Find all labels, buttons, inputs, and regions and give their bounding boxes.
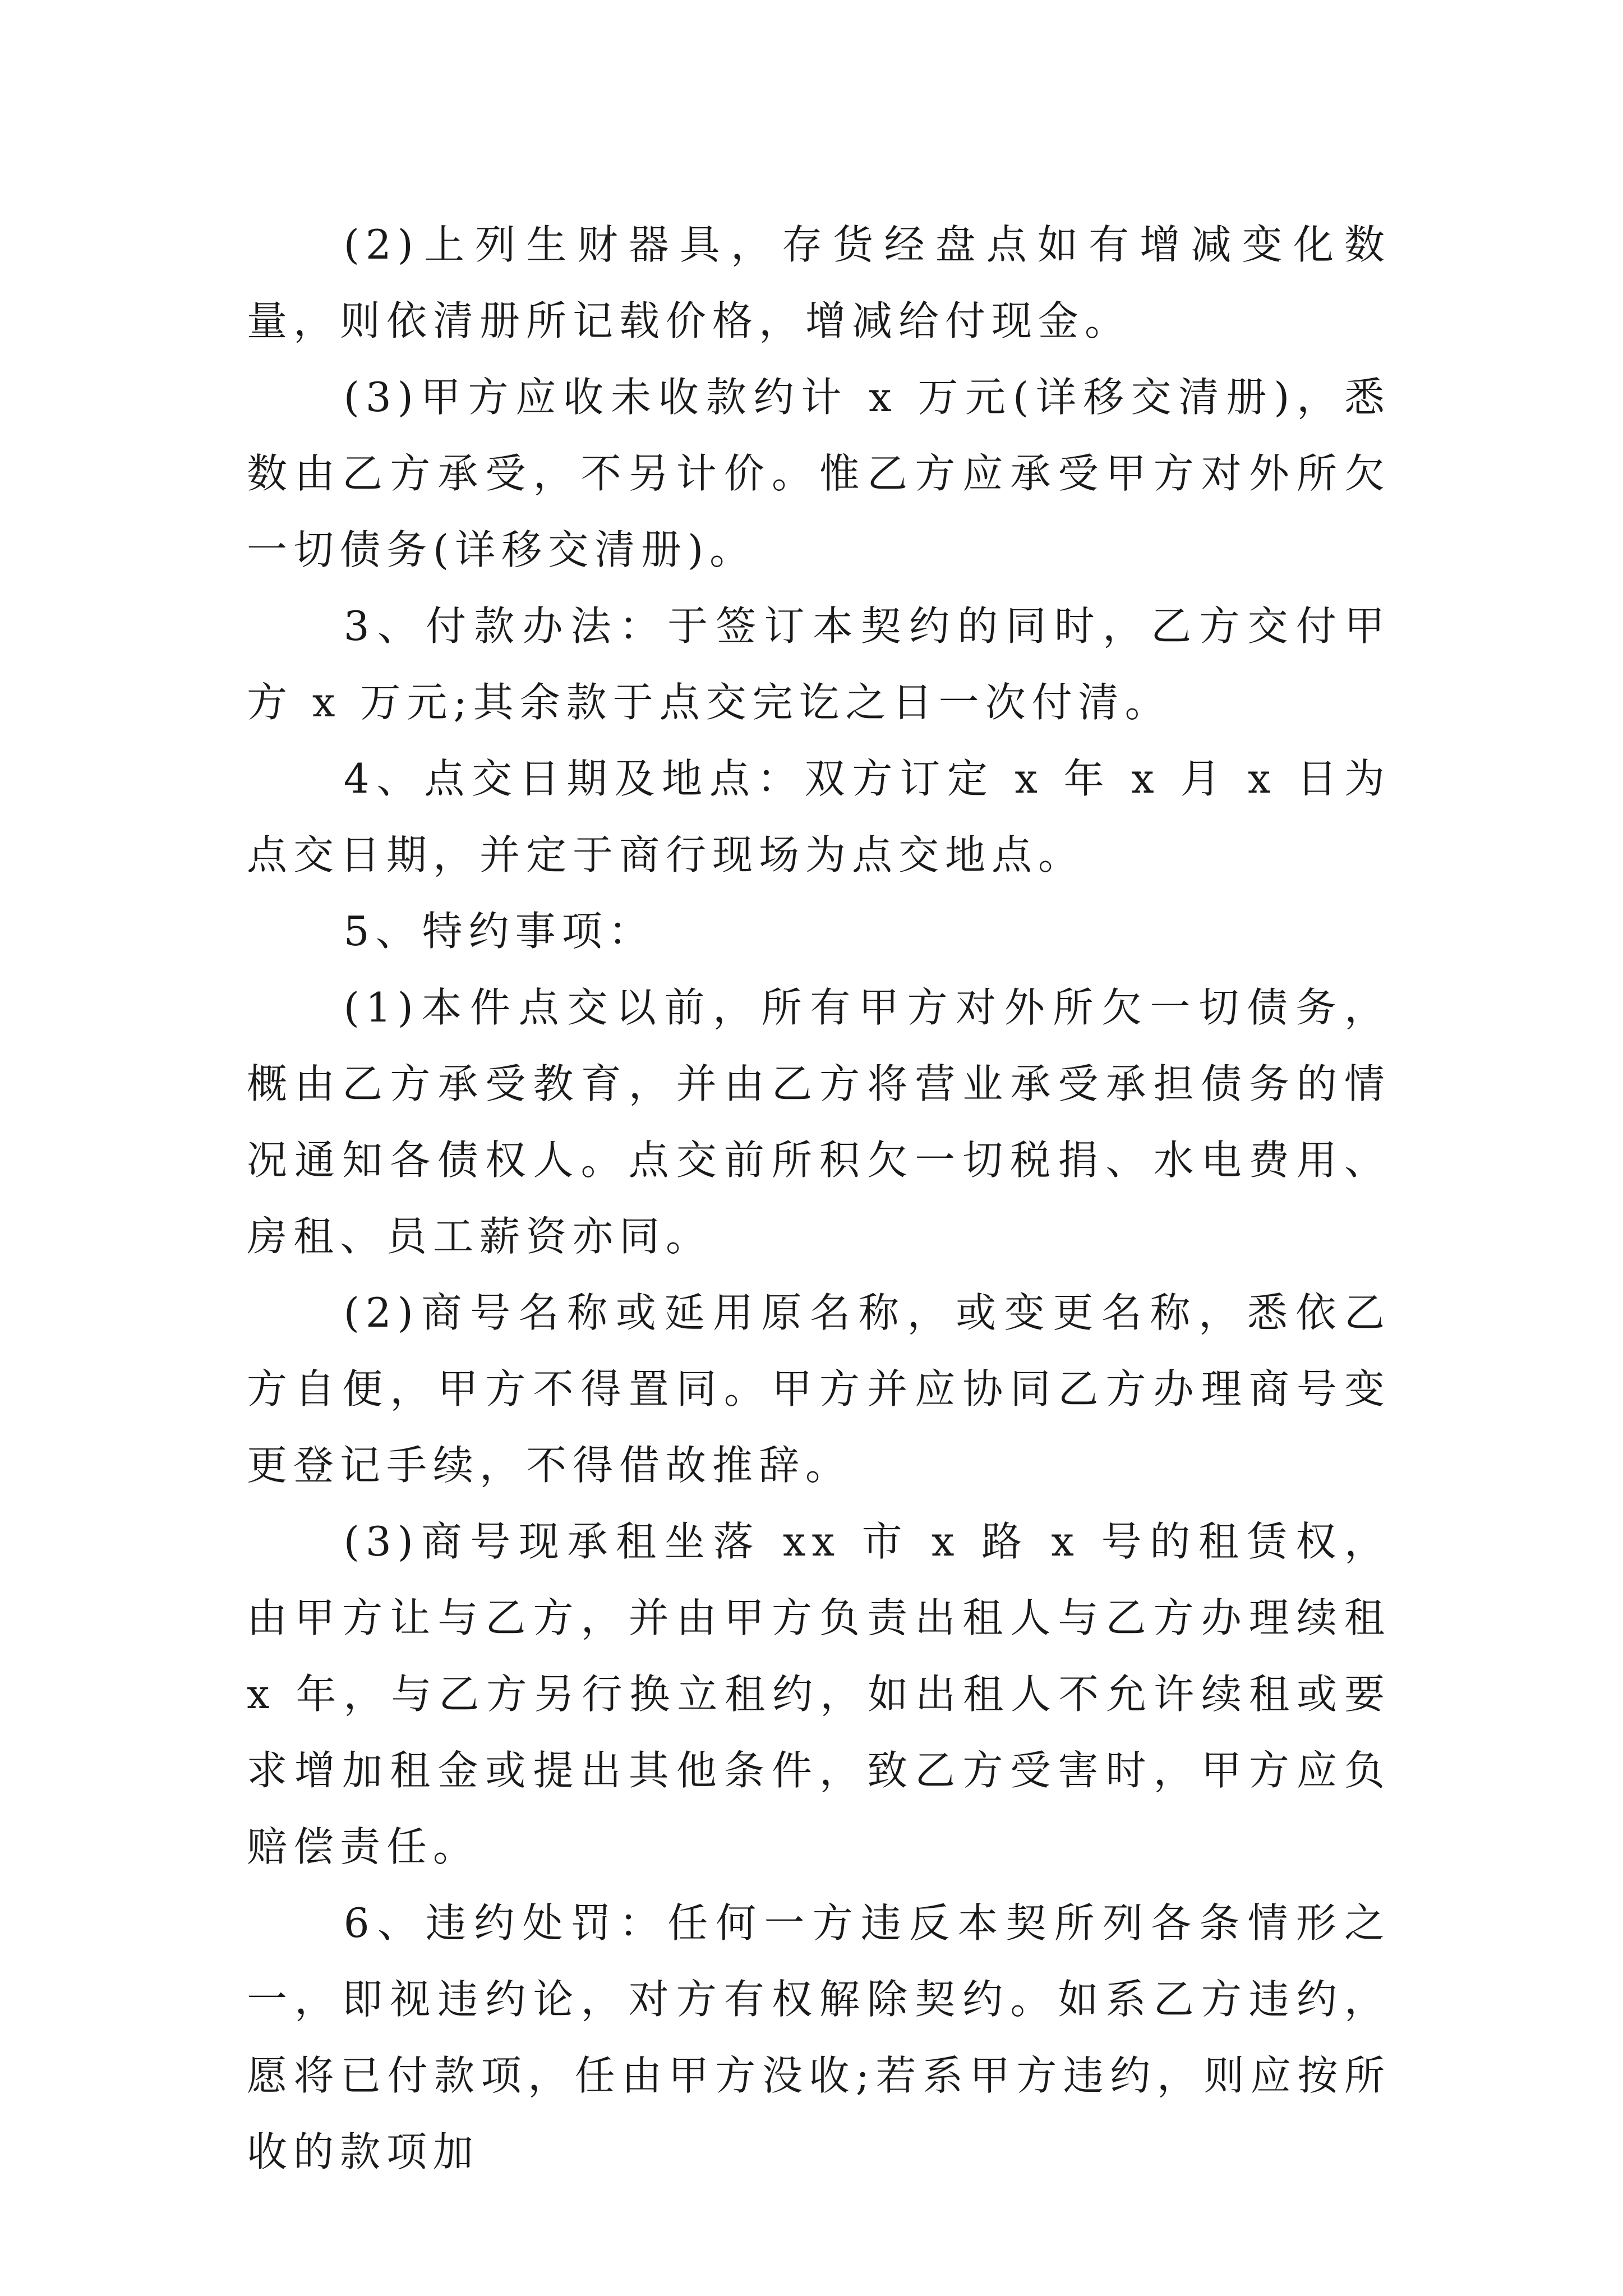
paragraph-payment-method: 3、付款办法：于签订本契约的同时，乙方交付甲方 x 万元;其余款于点交完讫之日一次付清。 [247, 602, 1391, 726]
paragraph-debts-before-handover: (1)本件点交以前，所有甲方对外所欠一切债务，概由乙方承受教育，并由乙方将营业承受承担债务的情况通知各债权人。点交前所积欠一切税捐、水电费用、房租、员工薪资亦同。 [247, 984, 1391, 1260]
paragraph-inventory-adjustment: (2)上列生财器具，存货经盘点如有增减变化数量，则依清册所记载价格，增减给付现金。 [247, 221, 1391, 344]
paragraph-breach-penalty: 6、违约处罚：任何一方违反本契所列各条情形之一，即视违约论，对方有权解除契约。如系乙方违约，愿将已付款项，任由甲方没收;若系甲方违约，则应按所收的款项加 [247, 1899, 1391, 2175]
document-body [247, 206, 1391, 2190]
paragraph-special-terms-heading: 5、特约事项： [343, 908, 655, 955]
paragraph-trade-name: (2)商号名称或延用原名称，或变更名称，悉依乙方自便，甲方不得置同。甲方并应协同乙方办理商号变更登记手续，不得借故推辞。 [247, 1289, 1391, 1489]
paragraph-receivables: (3)甲方应收未收款约计 x 万元(详移交清册)，悉数由乙方承受，不另计价。惟乙方应承受甲方对外所欠一切债务(详移交清册)。 [247, 374, 1391, 573]
paragraph-lease-rights: (3)商号现承租坐落 xx 市 x 路 x 号的租赁权，由甲方让与乙方，并由甲方负责出租人与乙方办理续租 x 年，与乙方另行换立租约，如出租人不允许续租或要求增加租金或提出其他条件，致乙方受害时，甲方应负赔偿责任。 [247, 1518, 1391, 1870]
paragraph-handover-date-place: 4、点交日期及地点：双方订定 x 年 x 月 x 日为点交日期，并定于商行现场为点交地点。 [247, 755, 1391, 878]
